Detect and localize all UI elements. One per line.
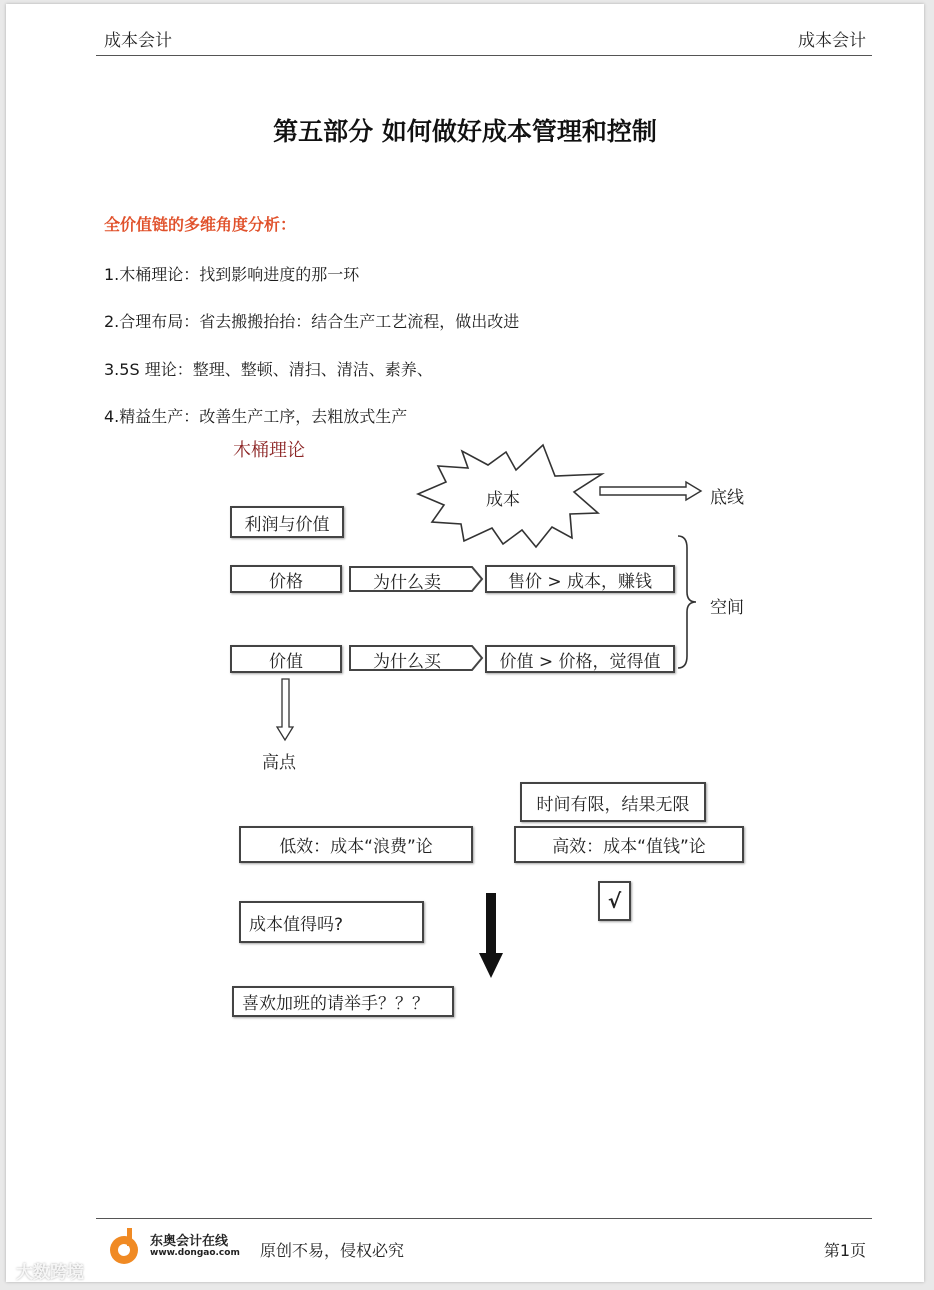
header-left: 成本会计 bbox=[104, 31, 172, 51]
value-box: 价值 bbox=[230, 645, 342, 673]
worth-it-box: 成本值得吗? bbox=[239, 901, 424, 943]
burst-label: 成本 bbox=[486, 490, 520, 510]
why-sell-label: 为什么卖 bbox=[373, 573, 441, 593]
buy-result-box: 价值 > 价格，觉得值 bbox=[485, 645, 675, 673]
sell-result-box: 售价 > 成本，赚钱 bbox=[485, 565, 675, 593]
check-box: √ bbox=[598, 881, 631, 921]
baseline-label: 底线 bbox=[710, 488, 744, 508]
overtime-box: 喜欢加班的请举手？？？ bbox=[232, 986, 454, 1017]
logo-mark bbox=[6, 4, 924, 1282]
why-buy-label: 为什么买 bbox=[373, 652, 441, 672]
logo-name: 东奥会计在线 bbox=[150, 1234, 229, 1249]
low-efficiency-box: 低效：成本“浪费”论 bbox=[239, 826, 473, 863]
price-box: 价格 bbox=[230, 565, 342, 593]
time-limited-box: 时间有限，结果无限 bbox=[520, 782, 706, 822]
section-subheading: 全价值链的多维角度分析： bbox=[104, 215, 297, 234]
list-item: 3.5S 理论：整理、整顿、清扫、清洁、素养、 bbox=[104, 360, 433, 379]
footer-slogan: 原创不易，侵权必究 bbox=[260, 1241, 405, 1260]
high-efficiency-box: 高效：成本“值钱”论 bbox=[514, 826, 744, 863]
document-page bbox=[6, 4, 924, 1282]
diagram-title: 木桶理论 bbox=[233, 440, 305, 461]
space-label: 空间 bbox=[710, 598, 744, 618]
logo-icon bbox=[110, 1228, 138, 1264]
logo-url: www.dongao.com bbox=[150, 1248, 240, 1258]
high-point-label: 高点 bbox=[262, 753, 296, 773]
list-item: 1.木桶理论：找到影响进度的那一环 bbox=[104, 265, 360, 284]
list-item: 4.精益生产：改善生产工序，去粗放式生产 bbox=[104, 407, 408, 426]
page-number: 第1页 bbox=[823, 1241, 866, 1260]
profit-value-box: 利润与价值 bbox=[230, 506, 344, 538]
header-right: 成本会计 bbox=[798, 31, 866, 51]
list-item: 2.合理布局：省去搬搬抬抬：结合生产工艺流程，做出改进 bbox=[104, 312, 520, 331]
page-title: 第五部分 如何做好成本管理和控制 bbox=[273, 117, 657, 146]
watermark: 大数跨境 bbox=[16, 1263, 84, 1283]
